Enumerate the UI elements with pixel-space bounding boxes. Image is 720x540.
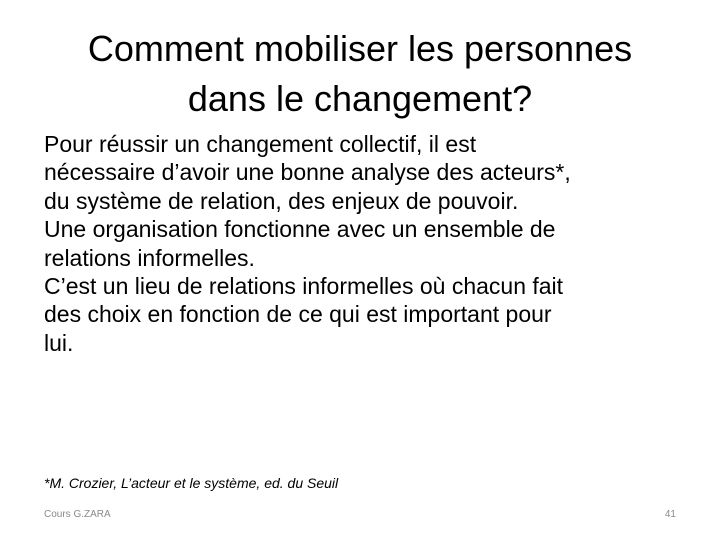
- slide-title: [40, 24, 680, 124]
- body-paragraph: [44, 215, 684, 272]
- body-paragraph: [44, 130, 684, 215]
- body-line: des choix en fonction de ce qui est important pour: [44, 301, 552, 328]
- body-paragraph: [44, 272, 684, 357]
- slide-title-line: dans le changement?: [187, 78, 533, 119]
- slide-body: [44, 130, 684, 357]
- body-line: du système de relation, des enjeux de pouvoir.: [44, 187, 519, 214]
- body-line: Une organisation fonctionne avec un ensemble de: [44, 216, 556, 243]
- body-line: relations informelles.: [44, 244, 255, 271]
- body-line: Pour réussir un changement collectif, il est: [44, 131, 477, 157]
- footer-author: Cours G.ZARA: [44, 509, 111, 520]
- page-number: 41: [664, 509, 676, 520]
- footnote-citation: *M. Crozier, L’acteur et le système, ed. du Seuil: [44, 475, 339, 491]
- slide-title-line: Comment mobiliser les personnes: [87, 28, 633, 69]
- body-line: nécessaire d’avoir une bonne analyse des acteurs*,: [44, 159, 571, 186]
- body-line: C’est un lieu de relations informelles où chacun fait: [44, 273, 564, 300]
- body-line: lui.: [44, 329, 74, 356]
